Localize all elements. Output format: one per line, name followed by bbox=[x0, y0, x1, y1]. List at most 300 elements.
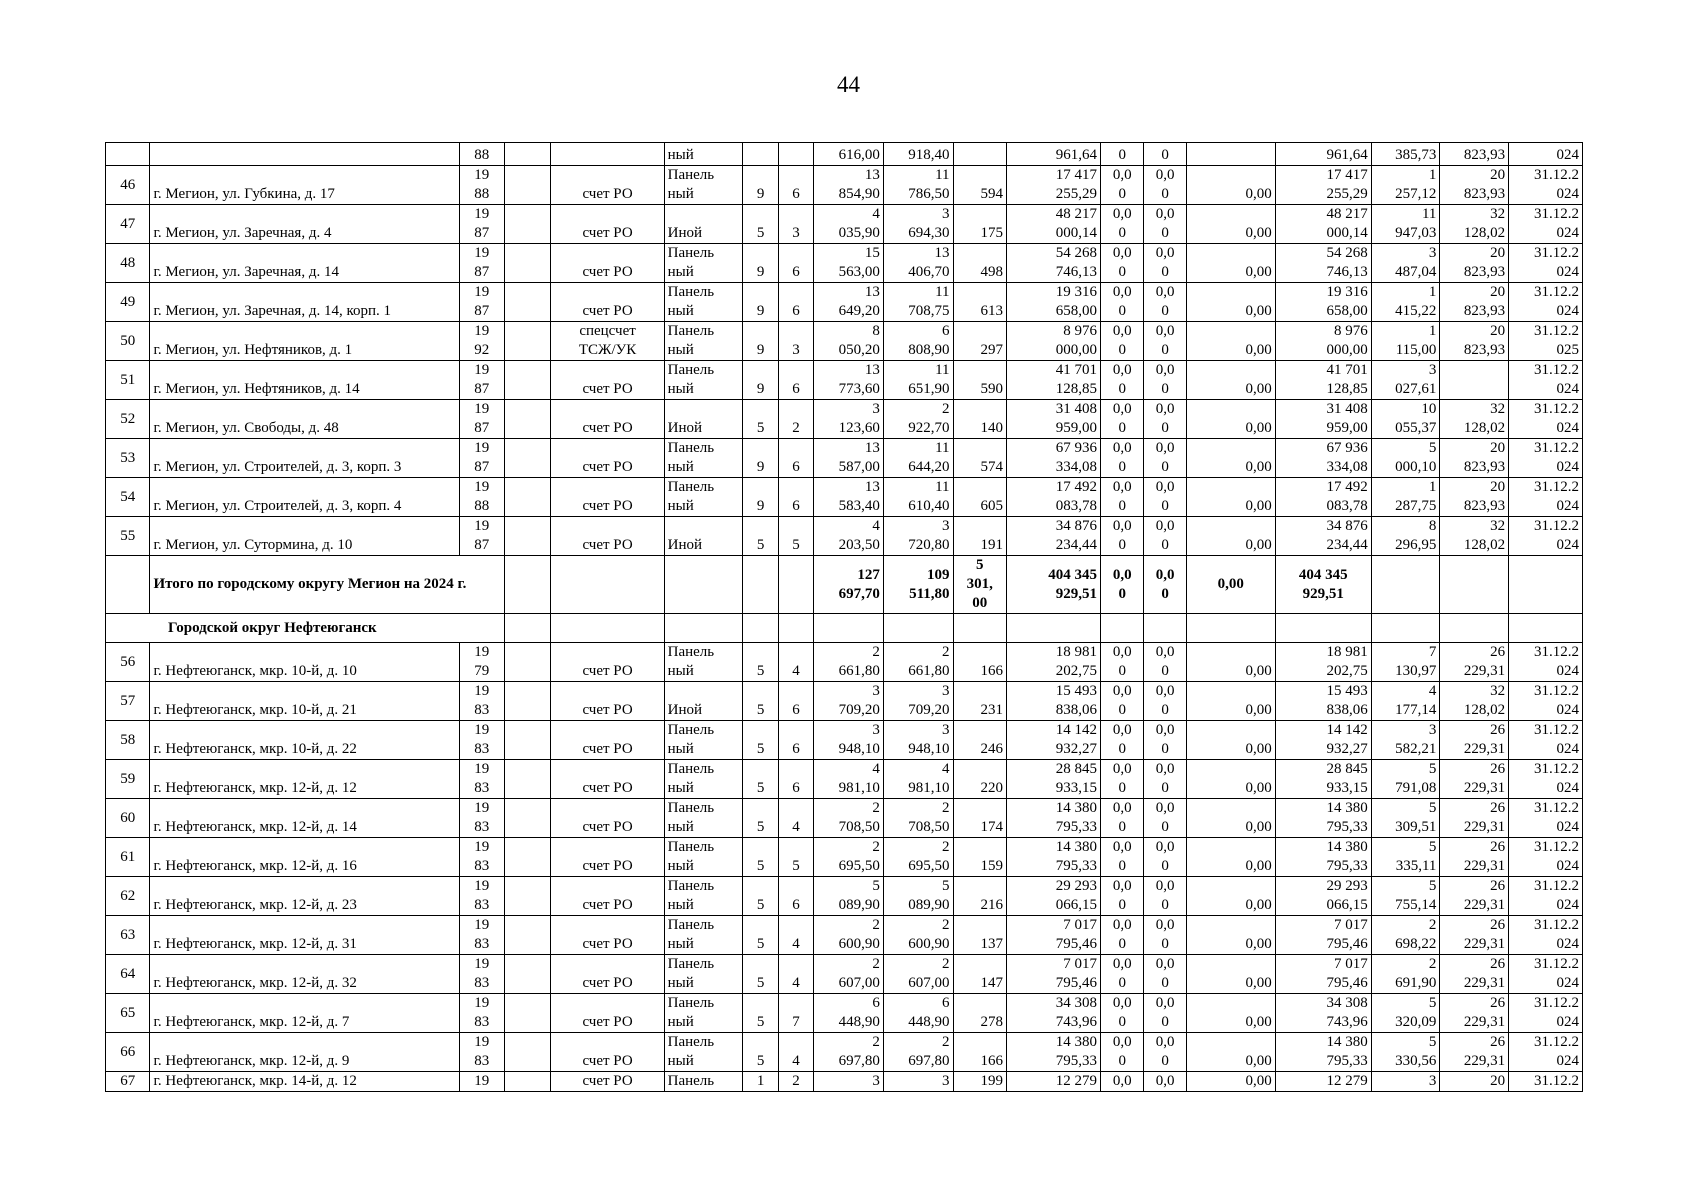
cell-year: 19 83 bbox=[459, 877, 504, 916]
cell-entrances: 6 bbox=[778, 682, 813, 721]
cell-fund-a: 0,0 0 bbox=[1101, 838, 1144, 877]
cell-deadline: 31.12.2 024 bbox=[1509, 517, 1583, 556]
cell-residents: 246 bbox=[953, 721, 1007, 760]
table-body bbox=[106, 143, 1583, 1092]
cell-empty bbox=[505, 799, 551, 838]
cell-residents: 613 bbox=[953, 283, 1007, 322]
cell-fund: счет РО bbox=[551, 721, 664, 760]
cell-deadline: 31.12.2 024 bbox=[1509, 877, 1583, 916]
cell-fund-c: 0,00 bbox=[1186, 244, 1275, 283]
cell-own-funds: 12 279 bbox=[1275, 1072, 1371, 1092]
cell-fund-a: 0,0 0 bbox=[1101, 643, 1144, 682]
cell-limit bbox=[1440, 361, 1509, 400]
cell-empty bbox=[778, 614, 813, 643]
cell-limit: 26 229,31 bbox=[1440, 760, 1509, 799]
cell-living-area: 11 651,90 bbox=[883, 361, 953, 400]
cell-floors: 9 bbox=[743, 322, 778, 361]
cell-wall-material: Панель ный bbox=[664, 283, 743, 322]
table-row bbox=[106, 1033, 1583, 1072]
cell-deadline: 024 bbox=[1509, 143, 1583, 166]
cell-limit: 20 823,93 bbox=[1440, 439, 1509, 478]
cell-number: 51 bbox=[106, 361, 150, 400]
cell-residents: 498 bbox=[953, 244, 1007, 283]
cell-number: 57 bbox=[106, 682, 150, 721]
cell-cost-total: 34 876 234,44 bbox=[1007, 517, 1101, 556]
cell-empty bbox=[505, 205, 551, 244]
cell-number: 58 bbox=[106, 721, 150, 760]
cell-fund-b: 0,0 0 bbox=[1144, 877, 1186, 916]
cell-empty bbox=[953, 614, 1007, 643]
cell-cost-total: 14 142 932,27 bbox=[1007, 721, 1101, 760]
cell-limit: 26 229,31 bbox=[1440, 994, 1509, 1033]
cell-fund-c: 0,00 bbox=[1186, 439, 1275, 478]
cell-deadline: 31.12.2 024 bbox=[1509, 760, 1583, 799]
cell-floors: 5 bbox=[743, 838, 778, 877]
cell-fund-a: 0,0 0 bbox=[1101, 556, 1144, 614]
cell-cost-total: 31 408 959,00 bbox=[1007, 400, 1101, 439]
cell-total-area: 13 649,20 bbox=[814, 283, 884, 322]
cell-entrances: 6 bbox=[778, 361, 813, 400]
cell-floors: 5 bbox=[743, 994, 778, 1033]
cell-fund-a: 0,0 0 bbox=[1101, 877, 1144, 916]
table-row bbox=[106, 799, 1583, 838]
cell-wall-material: Панель ный bbox=[664, 361, 743, 400]
cell-address: г. Мегион, ул. Губкина, д. 17 bbox=[150, 166, 459, 205]
cell-living-area: 6 808,90 bbox=[883, 322, 953, 361]
cell-year: 19 88 bbox=[459, 478, 504, 517]
cell-year: 19 83 bbox=[459, 1033, 504, 1072]
table-row bbox=[106, 1072, 1583, 1092]
table-row bbox=[106, 478, 1583, 517]
cell-cost-per-m2: 1 257,12 bbox=[1371, 166, 1440, 205]
cell-cost-total: 67 936 334,08 bbox=[1007, 439, 1101, 478]
cell-limit: 26 229,31 bbox=[1440, 1033, 1509, 1072]
cell-residents: 574 bbox=[953, 439, 1007, 478]
cell-fund-c: 0,00 bbox=[1186, 721, 1275, 760]
cell-fund-c: 0,00 bbox=[1186, 799, 1275, 838]
cell-empty bbox=[505, 955, 551, 994]
cell-own-funds: 17 417 255,29 bbox=[1275, 166, 1371, 205]
cell-year: 19 83 bbox=[459, 916, 504, 955]
cell-number: 59 bbox=[106, 760, 150, 799]
cell-cost-per-m2 bbox=[1371, 556, 1440, 614]
cell-limit: 26 229,31 bbox=[1440, 643, 1509, 682]
cell-fund-c: 0,00 bbox=[1186, 1072, 1275, 1092]
cell-fund: счет РО bbox=[551, 799, 664, 838]
cell-fund: счет РО bbox=[551, 1033, 664, 1072]
cell-own-funds: 18 981 202,75 bbox=[1275, 643, 1371, 682]
cell-residents: 5 301, 00 bbox=[953, 556, 1007, 614]
cell-address: г. Нефтеюганск, мкр. 12-й, д. 23 bbox=[150, 877, 459, 916]
cell-living-area: 3 948,10 bbox=[883, 721, 953, 760]
cell-fund-b: 0,0 0 bbox=[1144, 1033, 1186, 1072]
cell-own-funds: 961,64 bbox=[1275, 143, 1371, 166]
cell-deadline: 31.12.2 025 bbox=[1509, 322, 1583, 361]
cell-own-funds: 28 845 933,15 bbox=[1275, 760, 1371, 799]
table-row bbox=[106, 916, 1583, 955]
table-row bbox=[106, 283, 1583, 322]
cell-fund-a: 0,0 0 bbox=[1101, 361, 1144, 400]
cell-year: 19 83 bbox=[459, 955, 504, 994]
cell-living-area: 2 695,50 bbox=[883, 838, 953, 877]
cell-living-area: 109 511,80 bbox=[883, 556, 953, 614]
cell-fund: счет РО bbox=[551, 361, 664, 400]
cell-residents: 220 bbox=[953, 760, 1007, 799]
cell-cost-total: 34 308 743,96 bbox=[1007, 994, 1101, 1033]
cell-total-area: 4 981,10 bbox=[814, 760, 884, 799]
cell-fund-b: 0,0 0 bbox=[1144, 556, 1186, 614]
cell-fund-b: 0,0 0 bbox=[1144, 721, 1186, 760]
cell-limit: 823,93 bbox=[1440, 143, 1509, 166]
cell-own-funds: 54 268 746,13 bbox=[1275, 244, 1371, 283]
cell-wall-material: ный bbox=[664, 143, 743, 166]
cell-entrances: 4 bbox=[778, 916, 813, 955]
total-label: Итого по городскому округу Мегион на 2024 г. bbox=[150, 556, 505, 614]
cell-living-area: 3 694,30 bbox=[883, 205, 953, 244]
cell-address: г. Нефтеюганск, мкр. 12-й, д. 12 bbox=[150, 760, 459, 799]
cell-total-area: 13 587,00 bbox=[814, 439, 884, 478]
cell-own-funds: 19 316 658,00 bbox=[1275, 283, 1371, 322]
cell-living-area: 3 709,20 bbox=[883, 682, 953, 721]
cell-number: 54 bbox=[106, 478, 150, 517]
cell-address: г. Нефтеюганск, мкр. 12-й, д. 7 bbox=[150, 994, 459, 1033]
cell-floors: 5 bbox=[743, 760, 778, 799]
cell-deadline: 31.12.2 bbox=[1509, 1072, 1583, 1092]
cell-limit: 32 128,02 bbox=[1440, 400, 1509, 439]
cell-fund: спецсчет ТСЖ/УК bbox=[551, 322, 664, 361]
cell-cost-per-m2: 7 130,97 bbox=[1371, 643, 1440, 682]
table-row bbox=[106, 166, 1583, 205]
cell-number: 65 bbox=[106, 994, 150, 1033]
cell-cost-per-m2: 8 296,95 bbox=[1371, 517, 1440, 556]
cell-number: 66 bbox=[106, 1033, 150, 1072]
cell-number: 46 bbox=[106, 166, 150, 205]
cell-total-area: 15 563,00 bbox=[814, 244, 884, 283]
total-row bbox=[106, 556, 1583, 614]
carryover-row bbox=[106, 143, 1583, 166]
cell-own-funds: 48 217 000,14 bbox=[1275, 205, 1371, 244]
cell-empty bbox=[551, 614, 664, 643]
cell-fund-a: 0,0 0 bbox=[1101, 517, 1144, 556]
cell-address: г. Мегион, ул. Заречная, д. 14, корп. 1 bbox=[150, 283, 459, 322]
cell-total-area: 2 695,50 bbox=[814, 838, 884, 877]
cell-empty bbox=[1144, 614, 1186, 643]
cell-floors: 9 bbox=[743, 478, 778, 517]
cell-fund-a: 0,0 bbox=[1101, 1072, 1144, 1092]
cell-year: 19 87 bbox=[459, 400, 504, 439]
cell-fund-b: 0,0 0 bbox=[1144, 916, 1186, 955]
cell-residents: 137 bbox=[953, 916, 1007, 955]
cell-fund-c: 0,00 bbox=[1186, 955, 1275, 994]
cell-wall-material: Панель ный bbox=[664, 877, 743, 916]
cell-empty bbox=[883, 614, 953, 643]
cell-cost-total: 14 380 795,33 bbox=[1007, 838, 1101, 877]
cell-deadline: 31.12.2 024 bbox=[1509, 400, 1583, 439]
cell-fund-c: 0,00 bbox=[1186, 1033, 1275, 1072]
cell-wall-material: Панель ный bbox=[664, 799, 743, 838]
cell-entrances: 6 bbox=[778, 721, 813, 760]
cell-fund-b: 0,0 0 bbox=[1144, 643, 1186, 682]
cell-living-area: 3 bbox=[883, 1072, 953, 1092]
cell-fund-b: 0,0 bbox=[1144, 1072, 1186, 1092]
cell-living-area: 3 720,80 bbox=[883, 517, 953, 556]
cell-wall-material: Панель ный bbox=[664, 166, 743, 205]
cell-deadline: 31.12.2 024 bbox=[1509, 838, 1583, 877]
table-row bbox=[106, 877, 1583, 916]
cell-empty bbox=[1101, 614, 1144, 643]
cell-fund-a: 0,0 0 bbox=[1101, 1033, 1144, 1072]
cell-residents: 216 bbox=[953, 877, 1007, 916]
cell-cost-total: 7 017 795,46 bbox=[1007, 916, 1101, 955]
cell-wall-material: Панель ный bbox=[664, 721, 743, 760]
cell-wall-material: Панель ный bbox=[664, 760, 743, 799]
cell-cost-per-m2: 5 000,10 bbox=[1371, 439, 1440, 478]
cell-limit bbox=[1440, 556, 1509, 614]
cell-wall-material: Панель ный bbox=[664, 478, 743, 517]
cell-floors: 9 bbox=[743, 166, 778, 205]
cell-cost-per-m2: 10 055,37 bbox=[1371, 400, 1440, 439]
cell-living-area: 11 786,50 bbox=[883, 166, 953, 205]
cell-empty bbox=[505, 994, 551, 1033]
cell-empty bbox=[505, 877, 551, 916]
cell-residents: 159 bbox=[953, 838, 1007, 877]
cell-year: 19 bbox=[459, 1072, 504, 1092]
cell-living-area: 13 406,70 bbox=[883, 244, 953, 283]
cell-own-funds: 29 293 066,15 bbox=[1275, 877, 1371, 916]
cell-deadline: 31.12.2 024 bbox=[1509, 955, 1583, 994]
cell-living-area: 2 661,80 bbox=[883, 643, 953, 682]
cell-fund-a: 0,0 0 bbox=[1101, 283, 1144, 322]
cell-address: г. Мегион, ул. Строителей, д. 3, корп. 3 bbox=[150, 439, 459, 478]
cell-fund-a: 0,0 0 bbox=[1101, 916, 1144, 955]
cell-fund: счет РО bbox=[551, 955, 664, 994]
cell-fund: счет РО bbox=[551, 205, 664, 244]
cell-fund-c: 0,00 bbox=[1186, 166, 1275, 205]
cell-cost-total: 17 417 255,29 bbox=[1007, 166, 1101, 205]
cell-deadline: 31.12.2 024 bbox=[1509, 721, 1583, 760]
cell-wall-material: Иной bbox=[664, 205, 743, 244]
cell-own-funds: 67 936 334,08 bbox=[1275, 439, 1371, 478]
cell-fund bbox=[551, 556, 664, 614]
table-row bbox=[106, 682, 1583, 721]
cell-empty bbox=[505, 517, 551, 556]
cell-cost-total: 15 493 838,06 bbox=[1007, 682, 1101, 721]
cell-entrances: 6 bbox=[778, 760, 813, 799]
cell-residents: 278 bbox=[953, 994, 1007, 1033]
cell-fund-c: 0,00 bbox=[1186, 517, 1275, 556]
cell-number: 49 bbox=[106, 283, 150, 322]
cell-total-area: 2 708,50 bbox=[814, 799, 884, 838]
cell-total-area: 2 600,90 bbox=[814, 916, 884, 955]
cell-fund-b: 0,0 0 bbox=[1144, 838, 1186, 877]
cell-number: 61 bbox=[106, 838, 150, 877]
cell-empty bbox=[505, 1033, 551, 1072]
cell-wall-material: Панель bbox=[664, 1072, 743, 1092]
cell-fund-b: 0,0 0 bbox=[1144, 517, 1186, 556]
cell-number: 50 bbox=[106, 322, 150, 361]
cell-cost-per-m2: 4 177,14 bbox=[1371, 682, 1440, 721]
cell-address bbox=[150, 143, 459, 166]
cell-own-funds: 404 345 929,51 bbox=[1275, 556, 1371, 614]
cell-cost-total: 19 316 658,00 bbox=[1007, 283, 1101, 322]
cell-floors: 5 bbox=[743, 955, 778, 994]
table-row bbox=[106, 244, 1583, 283]
cell-cost-per-m2: 5 330,56 bbox=[1371, 1033, 1440, 1072]
cell-total-area: 2 607,00 bbox=[814, 955, 884, 994]
cell-wall-material: Панель ный bbox=[664, 838, 743, 877]
cell-fund: счет РО bbox=[551, 439, 664, 478]
cell-fund: счет РО bbox=[551, 916, 664, 955]
cell-deadline: 31.12.2 024 bbox=[1509, 361, 1583, 400]
cell-limit: 32 128,02 bbox=[1440, 682, 1509, 721]
cell-year: 19 87 bbox=[459, 361, 504, 400]
cell-fund-c: 0,00 bbox=[1186, 556, 1275, 614]
cell-cost-per-m2: 11 947,03 bbox=[1371, 205, 1440, 244]
cell-fund: счет РО bbox=[551, 877, 664, 916]
cell-fund-b: 0,0 0 bbox=[1144, 955, 1186, 994]
cell-floors: 5 bbox=[743, 1033, 778, 1072]
table-row bbox=[106, 760, 1583, 799]
cell-residents: 231 bbox=[953, 682, 1007, 721]
cell-year: 19 87 bbox=[459, 283, 504, 322]
cell-residents: 594 bbox=[953, 166, 1007, 205]
cell-living-area: 6 448,90 bbox=[883, 994, 953, 1033]
cell-fund-b: 0,0 0 bbox=[1144, 322, 1186, 361]
cell-cost-per-m2: 5 335,11 bbox=[1371, 838, 1440, 877]
cell-number: 56 bbox=[106, 643, 150, 682]
cell-living-area: 5 089,90 bbox=[883, 877, 953, 916]
cell-fund-a: 0 bbox=[1101, 143, 1144, 166]
table-row bbox=[106, 517, 1583, 556]
cell-entrances: 6 bbox=[778, 244, 813, 283]
cell-year: 19 92 bbox=[459, 322, 504, 361]
cell-wall-material: Панель ный bbox=[664, 322, 743, 361]
cell-cost-per-m2: 3 bbox=[1371, 1072, 1440, 1092]
cell-empty bbox=[1186, 614, 1275, 643]
cell-deadline: 31.12.2 024 bbox=[1509, 205, 1583, 244]
cell-empty bbox=[505, 478, 551, 517]
cell-own-funds: 14 380 795,33 bbox=[1275, 1033, 1371, 1072]
cell-own-funds: 14 380 795,33 bbox=[1275, 838, 1371, 877]
cell-year: 19 83 bbox=[459, 682, 504, 721]
cell-cost-total: 41 701 128,85 bbox=[1007, 361, 1101, 400]
cell-fund: счет РО bbox=[551, 283, 664, 322]
cell-wall-material: Иной bbox=[664, 682, 743, 721]
cell-fund-b: 0,0 0 bbox=[1144, 994, 1186, 1033]
cell-number: 63 bbox=[106, 916, 150, 955]
cell-residents: 605 bbox=[953, 478, 1007, 517]
cell-total-area: 616,00 bbox=[814, 143, 884, 166]
cell-floors: 9 bbox=[743, 361, 778, 400]
cell-wall-material: Панель ный bbox=[664, 643, 743, 682]
cell-fund-c: 0,00 bbox=[1186, 283, 1275, 322]
cell-cost-per-m2: 3 582,21 bbox=[1371, 721, 1440, 760]
cell-fund-c: 0,00 bbox=[1186, 994, 1275, 1033]
cell-limit: 26 229,31 bbox=[1440, 916, 1509, 955]
cell-cost-per-m2: 3 027,61 bbox=[1371, 361, 1440, 400]
cell-number: 47 bbox=[106, 205, 150, 244]
cell-cost-per-m2: 5 755,14 bbox=[1371, 877, 1440, 916]
cell-number bbox=[106, 556, 150, 614]
cell-total-area: 2 697,80 bbox=[814, 1033, 884, 1072]
cell-fund-b: 0,0 0 bbox=[1144, 166, 1186, 205]
table-row bbox=[106, 994, 1583, 1033]
cell-year: 19 83 bbox=[459, 721, 504, 760]
cell-living-area: 11 644,20 bbox=[883, 439, 953, 478]
cell-limit: 20 bbox=[1440, 1072, 1509, 1092]
cell-fund-b: 0 bbox=[1144, 143, 1186, 166]
cell-address: г. Мегион, ул. Заречная, д. 4 bbox=[150, 205, 459, 244]
cell-fund: счет РО bbox=[551, 994, 664, 1033]
cell-empty bbox=[1007, 614, 1101, 643]
cell-empty bbox=[743, 614, 778, 643]
cell-fund-b: 0,0 0 bbox=[1144, 478, 1186, 517]
cell-address: г. Нефтеюганск, мкр. 12-й, д. 31 bbox=[150, 916, 459, 955]
cell-year: 88 bbox=[459, 143, 504, 166]
cell-limit: 20 823,93 bbox=[1440, 283, 1509, 322]
cell-empty bbox=[505, 838, 551, 877]
cell-cost-per-m2: 3 487,04 bbox=[1371, 244, 1440, 283]
cell-cost-total: 961,64 bbox=[1007, 143, 1101, 166]
cell-floors: 9 bbox=[743, 439, 778, 478]
cell-limit: 20 823,93 bbox=[1440, 322, 1509, 361]
cell-empty bbox=[505, 143, 551, 166]
table-row bbox=[106, 643, 1583, 682]
cell-address: г. Нефтеюганск, мкр. 12-й, д. 16 bbox=[150, 838, 459, 877]
cell-fund-c: 0,00 bbox=[1186, 322, 1275, 361]
cell-year: 19 87 bbox=[459, 205, 504, 244]
cell-living-area: 2 697,80 bbox=[883, 1033, 953, 1072]
cell-empty bbox=[505, 916, 551, 955]
cell-limit: 20 823,93 bbox=[1440, 478, 1509, 517]
cell-address: г. Мегион, ул. Сутормина, д. 10 bbox=[150, 517, 459, 556]
cell-residents: 297 bbox=[953, 322, 1007, 361]
cell-deadline: 31.12.2 024 bbox=[1509, 1033, 1583, 1072]
cell-empty bbox=[1509, 614, 1583, 643]
cell-fund-b: 0,0 0 bbox=[1144, 244, 1186, 283]
cell-address: г. Нефтеюганск, мкр. 10-й, д. 21 bbox=[150, 682, 459, 721]
cell-fund-b: 0,0 0 bbox=[1144, 400, 1186, 439]
cell-entrances: 5 bbox=[778, 517, 813, 556]
cell-empty bbox=[505, 283, 551, 322]
cell-year: 19 83 bbox=[459, 838, 504, 877]
cell-own-funds: 14 380 795,33 bbox=[1275, 799, 1371, 838]
cell-entrances: 4 bbox=[778, 1033, 813, 1072]
cell-residents: 199 bbox=[953, 1072, 1007, 1092]
cell-residents: 147 bbox=[953, 955, 1007, 994]
cell-living-area: 2 607,00 bbox=[883, 955, 953, 994]
cell-address: г. Нефтеюганск, мкр. 10-й, д. 22 bbox=[150, 721, 459, 760]
cell-number: 67 bbox=[106, 1072, 150, 1092]
cell-total-area: 6 448,90 bbox=[814, 994, 884, 1033]
cell-empty bbox=[505, 166, 551, 205]
cell-living-area: 11 610,40 bbox=[883, 478, 953, 517]
cell-floors: 5 bbox=[743, 682, 778, 721]
cell-total-area: 13 773,60 bbox=[814, 361, 884, 400]
cell-fund-b: 0,0 0 bbox=[1144, 799, 1186, 838]
table-row bbox=[106, 838, 1583, 877]
cell-address: г. Нефтеюганск, мкр. 10-й, д. 10 bbox=[150, 643, 459, 682]
cell-cost-per-m2: 5 320,09 bbox=[1371, 994, 1440, 1033]
cell-total-area: 8 050,20 bbox=[814, 322, 884, 361]
cell-fund-a: 0,0 0 bbox=[1101, 166, 1144, 205]
cell-fund-c: 0,00 bbox=[1186, 760, 1275, 799]
cell-wall-material: Панель ный bbox=[664, 439, 743, 478]
cell-fund-a: 0,0 0 bbox=[1101, 955, 1144, 994]
cell-cost-per-m2: 2 691,90 bbox=[1371, 955, 1440, 994]
cell-entrances: 6 bbox=[778, 478, 813, 517]
cell-entrances: 7 bbox=[778, 994, 813, 1033]
